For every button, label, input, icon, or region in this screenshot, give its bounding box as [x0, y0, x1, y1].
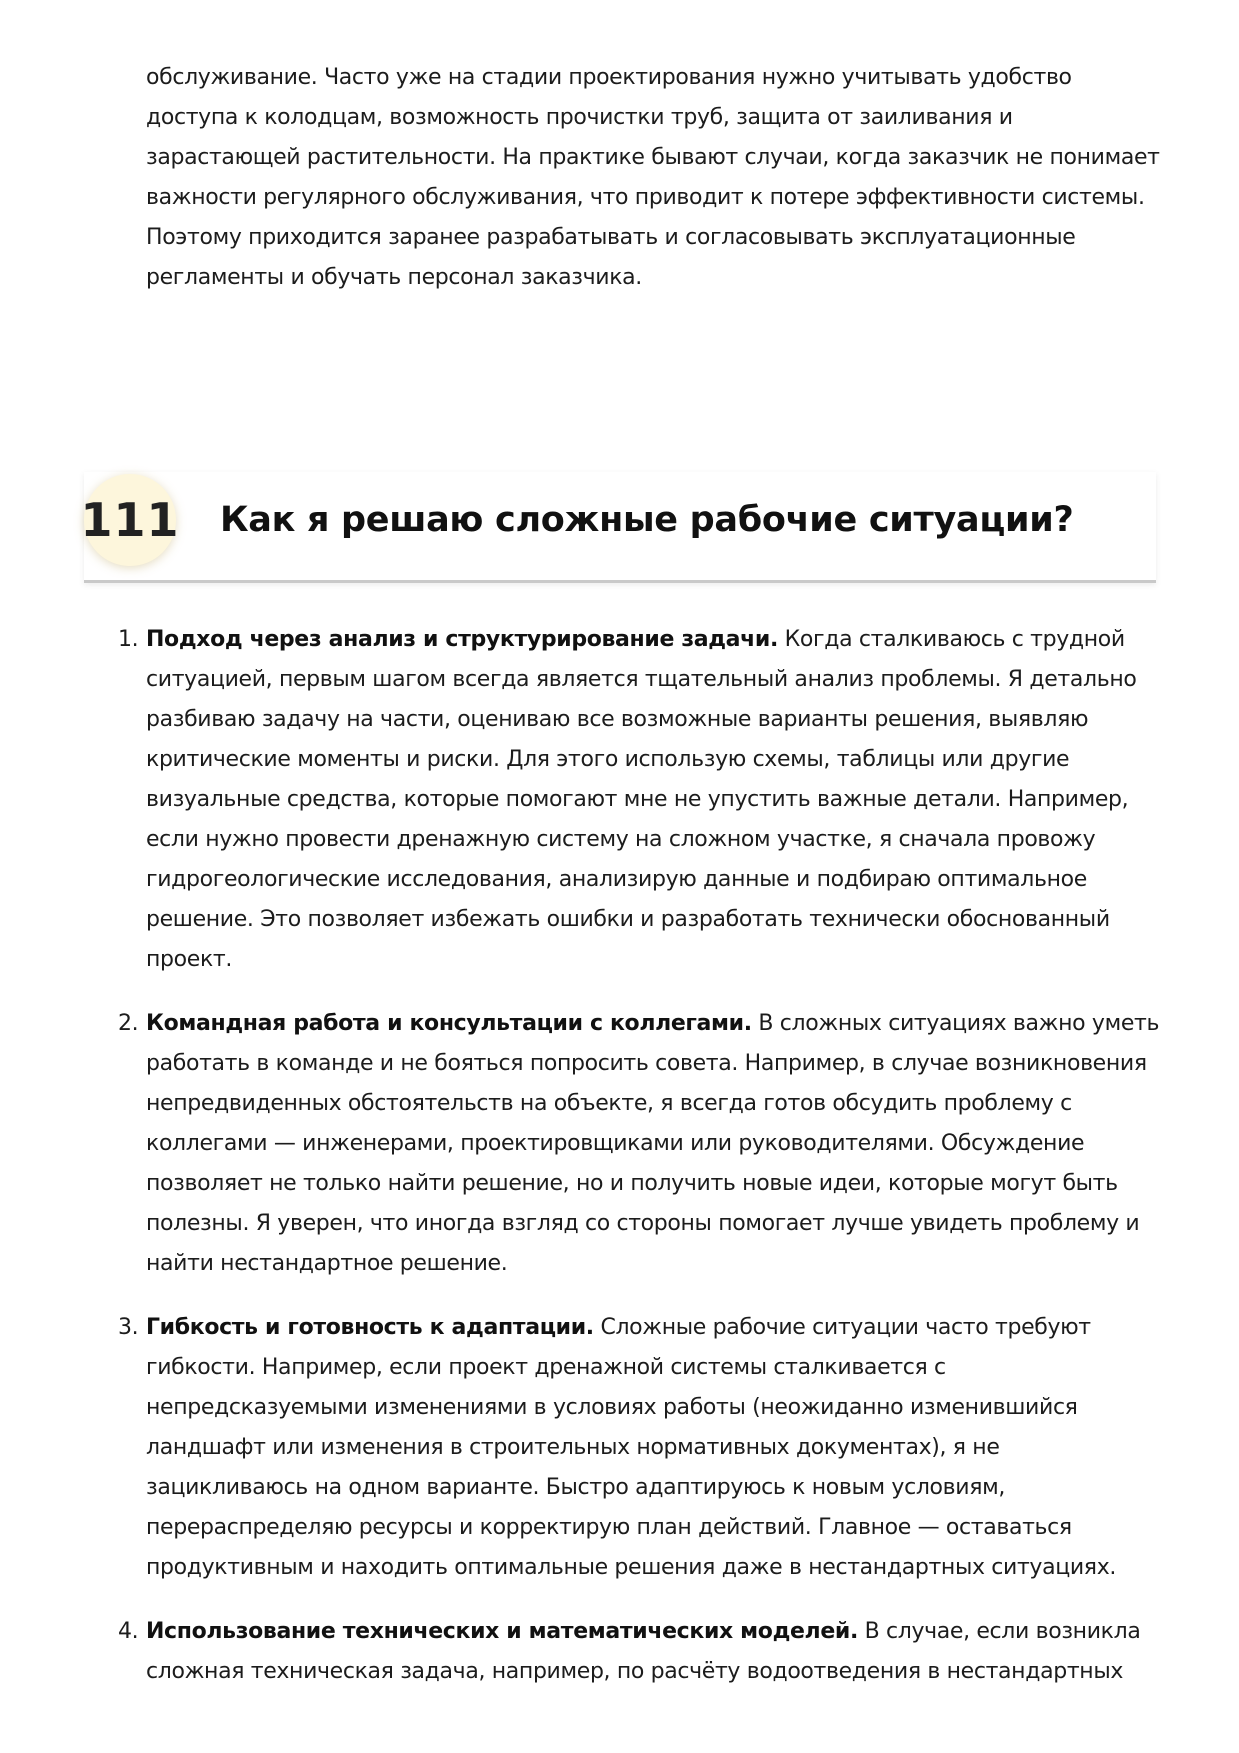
item-number: 1. [118, 627, 139, 652]
list-item [118, 1612, 1161, 1692]
list-item [118, 620, 1161, 980]
item-lead: Использование технических и математических моделей. [146, 1619, 858, 1644]
item-text: В случае, если возникла сложная техническая задача, например, по расчёту водоотведения в нестандартных [146, 1619, 1141, 1684]
item-lead: Гибкость и готовность к адаптации. [146, 1315, 594, 1340]
section-header [80, 472, 1156, 583]
list-item [118, 1004, 1161, 1284]
item-number: 2. [118, 1011, 139, 1036]
item-lead: Командная работа и консультации с коллегами. [146, 1011, 752, 1036]
intro-paragraph: обслуживание. Часто уже на стадии проектирования нужно учитывать удобство доступа к колодцам, возможность прочистки труб, защита от заиливания и зарастающей растительности. На практике бывают случаи, когда заказчик не понимает важности регулярного обслуживания, что приводит к потере эффективности системы. Поэтому приходится заранее разрабатывать и согласовывать эксплуатационные регламенты и обучать персонал заказчика. [146, 65, 1160, 290]
section-title: Как я решаю сложные рабочие ситуации? [220, 500, 1074, 540]
item-text: Когда сталкиваюсь с трудной ситуацией, первым шагом всегда является тщательный анализ проблемы. Я детально разбиваю задачу на части, оцениваю все возможные варианты решения, выявляю критические моменты и риски. Для этого использую схемы, таблицы или другие визуальные средства, которые помогают мне не упустить важные детали. Например, если нужно провести дренажную систему на сложном участке, я сначала провожу гидрогеологические исследования, анализирую данные и подбираю оптимальное решение. Это позволяет избежать ошибки и разработать технически обоснованный проект. [146, 627, 1137, 972]
item-text: В сложных ситуациях важно уметь работать в команде и не бояться попросить совета. Например, в случае возникновения непредвиденных обстоятельств на объекте, я всегда готов обсудить проблему с коллегами — инженерами, проектировщиками или руководителями. Обсуждение позволяет не только найти решение, но и получить новые идеи, которые могут быть полезны. Я уверен, что иногда взгляд со стороны помогает лучше увидеть проблему и найти нестандартное решение. [146, 1011, 1160, 1276]
answer-list [118, 620, 1161, 1716]
item-text: Сложные рабочие ситуации часто требуют гибкости. Например, если проект дренажной системы сталкивается с непредсказуемыми изменениями в условиях работы (неожиданно изменившийся ландшафт или изменения в строительных нормативных документах), я не зацикливаюсь на одном варианте. Быстро адаптируюсь к новым условиям, перераспределяю ресурсы и корректирую план действий. Главное — оставаться продуктивным и находить оптимальные решения даже в нестандартных ситуациях. [146, 1315, 1117, 1580]
item-number: 4. [118, 1619, 139, 1644]
item-lead: Подход через анализ и структурирование задачи. [146, 627, 779, 652]
section-number-badge: 111 [84, 474, 176, 566]
item-number: 3. [118, 1315, 139, 1340]
list-item [118, 1308, 1161, 1588]
